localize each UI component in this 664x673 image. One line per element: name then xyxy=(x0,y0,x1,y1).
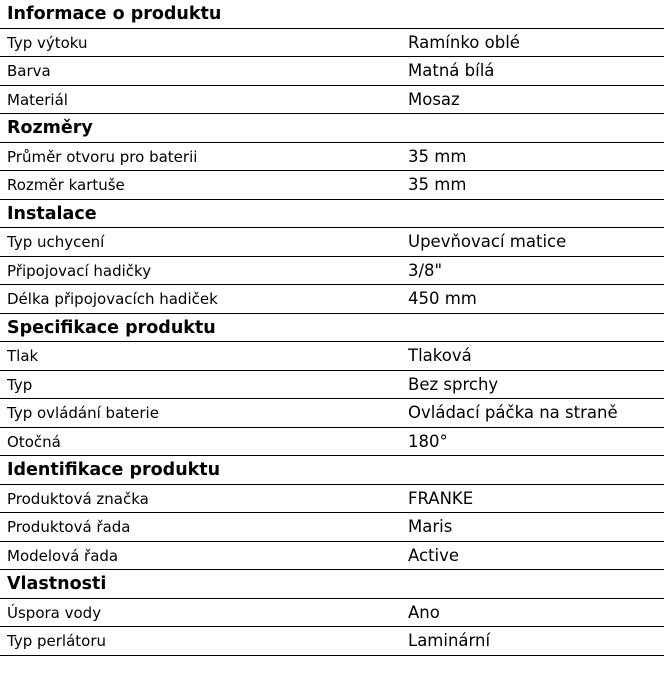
row-label: Produktová řada xyxy=(7,518,131,536)
table-row xyxy=(0,371,664,400)
row-value: Ano xyxy=(408,602,440,622)
table-row xyxy=(0,171,664,200)
row-label: Délka připojovacích hadiček xyxy=(7,290,218,308)
row-value: Ovládací páčka na straně xyxy=(408,403,618,422)
row-label: Typ ovládání baterie xyxy=(7,404,159,422)
row-value: Maris xyxy=(408,517,453,536)
row-label: Typ xyxy=(7,375,33,394)
row-label: Typ výtoku xyxy=(7,33,88,52)
row-label: Typ perlátoru xyxy=(7,632,107,650)
section-header-vlastnosti: Vlastnosti xyxy=(0,570,664,599)
row-value: 180° xyxy=(408,431,448,451)
table-row xyxy=(0,228,664,257)
row-value: 35 mm xyxy=(408,146,467,166)
row-label: Připojovací hadičky xyxy=(7,261,152,280)
row-value: Matná bílá xyxy=(408,61,495,80)
row-label: Úspora vody xyxy=(7,603,102,622)
row-value: Mosaz xyxy=(408,89,460,109)
row-label: Barva xyxy=(7,62,51,80)
row-label: Modelová řada xyxy=(7,546,119,565)
row-label: Materiál xyxy=(7,90,68,109)
row-value: Active xyxy=(408,545,460,565)
section-header-specifikace: Specifikace produktu xyxy=(0,314,664,343)
table-row xyxy=(0,285,664,314)
row-label: Otočná xyxy=(7,432,61,451)
row-value: Bez sprchy xyxy=(408,374,499,394)
table-row xyxy=(0,86,664,115)
section-header-rozmery: Rozměry xyxy=(0,114,664,143)
table-row xyxy=(0,513,664,542)
table-row xyxy=(0,485,664,514)
row-value: 450 mm xyxy=(408,289,477,308)
table-row xyxy=(0,428,664,457)
section-header-instalace: Instalace xyxy=(0,200,664,229)
row-label: Produktová značka xyxy=(7,489,149,508)
table-row xyxy=(0,627,664,656)
table-row xyxy=(0,143,664,172)
row-value: 3/8" xyxy=(408,260,443,280)
row-value: Laminární xyxy=(408,631,491,650)
table-row xyxy=(0,57,664,86)
row-label: Typ uchycení xyxy=(7,233,105,251)
table-row xyxy=(0,599,664,628)
row-label: Průměr otvoru pro baterii xyxy=(7,147,198,166)
row-value: FRANKE xyxy=(408,488,474,508)
row-value: Tlaková xyxy=(408,346,472,365)
table-row xyxy=(0,342,664,371)
section-header-identifikace: Identifikace produktu xyxy=(0,456,664,485)
row-value: Upevňovací matice xyxy=(408,232,567,251)
section-header-informace: Informace o produktu xyxy=(0,0,664,29)
row-label: Tlak xyxy=(7,347,39,365)
table-row xyxy=(0,257,664,286)
row-label: Rozměr kartuše xyxy=(7,176,125,194)
row-value: Ramínko oblé xyxy=(408,32,520,52)
table-row xyxy=(0,542,664,571)
table-row xyxy=(0,29,664,58)
row-value: 35 mm xyxy=(408,175,467,194)
table-row xyxy=(0,399,664,428)
